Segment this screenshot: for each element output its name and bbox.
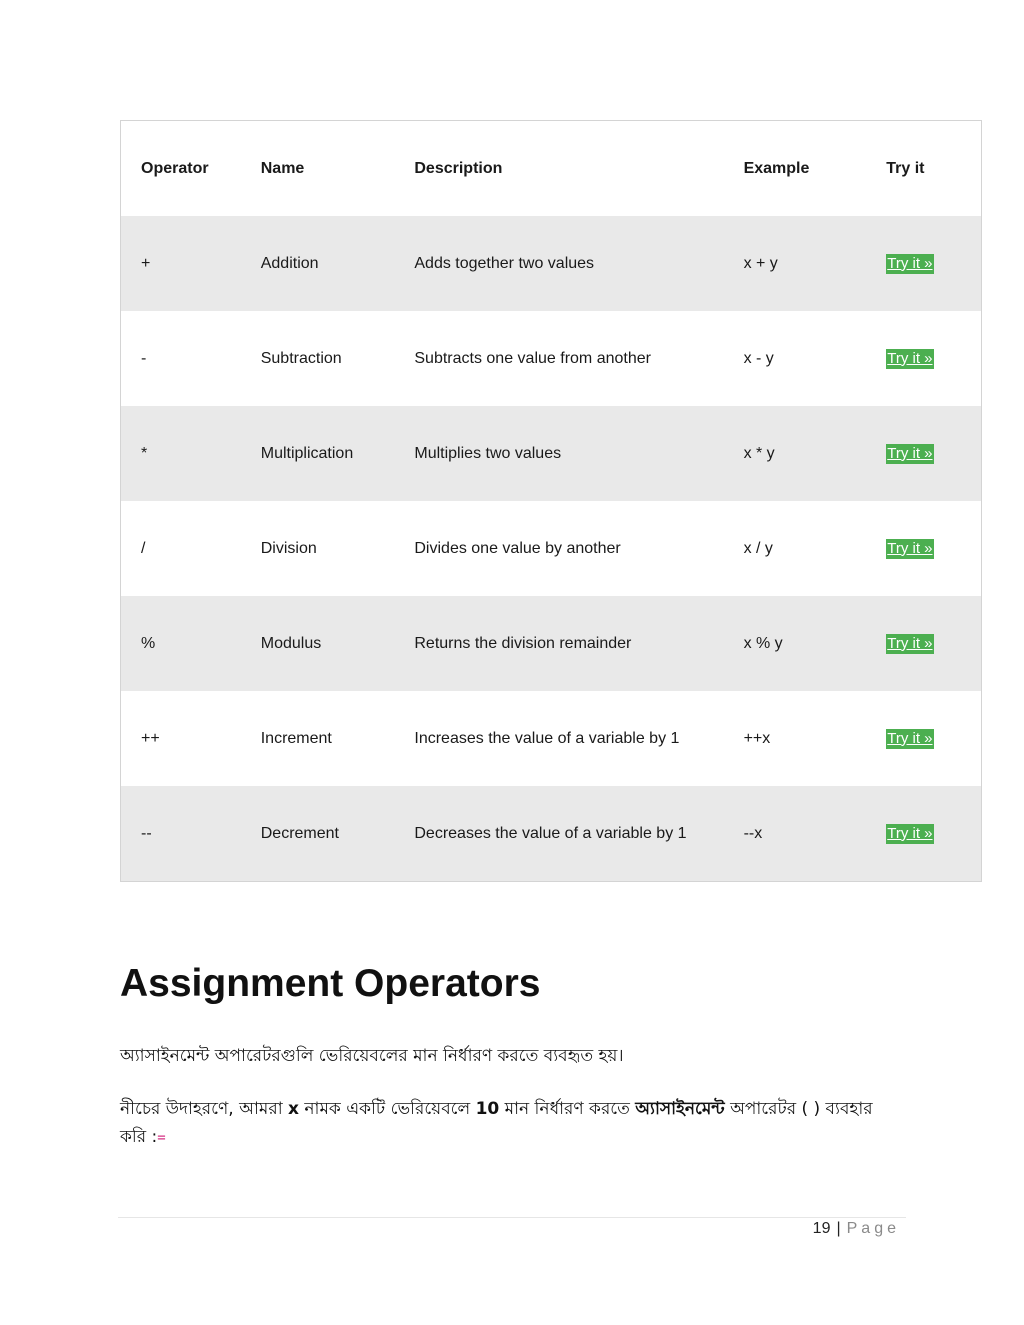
description-cell: Multiplies two values — [414, 444, 562, 462]
example-cell: ++x — [743, 729, 771, 747]
description-cell: Returns the division remainder — [414, 634, 632, 652]
try-it-link[interactable]: Try it » — [887, 729, 933, 747]
operators-table — [120, 120, 982, 882]
description-cell: Divides one value by another — [414, 539, 621, 557]
example-cell: x - y — [743, 349, 774, 367]
try-it-link[interactable]: Try it » — [887, 824, 933, 842]
header-name: Name — [260, 159, 305, 177]
name-cell: Decrement — [260, 824, 339, 842]
header-example: Example — [743, 159, 810, 177]
header-description: Description — [414, 159, 503, 177]
name-cell: Multiplication — [260, 444, 354, 462]
name-cell: Modulus — [260, 634, 322, 652]
try-it-cell — [866, 254, 981, 274]
example-paragraph — [120, 1095, 900, 1152]
operator-cell: -- — [141, 824, 152, 842]
table-row — [121, 501, 981, 596]
try-it-link[interactable]: Try it » — [887, 349, 933, 367]
description-cell: Increases the value of a variable by 1 — [414, 729, 680, 747]
try-it-link[interactable]: Try it » — [887, 634, 933, 652]
try-it-cell — [866, 824, 981, 844]
section-heading: Assignment Operators — [120, 962, 541, 1005]
footer-separator: | — [836, 1220, 841, 1237]
try-it-link[interactable]: Try it » — [887, 539, 933, 557]
intro-paragraph: অ্যাসাইনমেন্ট অপারেটরগুলি ভেরিয়েবলের মান নির্ধারণ করতে ব্যবহৃত হয়। — [120, 1046, 624, 1066]
try-it-cell — [866, 349, 981, 369]
page-label: Page — [846, 1220, 900, 1237]
example-cell: --x — [743, 824, 763, 842]
description-cell: Adds together two values — [414, 254, 595, 272]
operator-cell: % — [141, 634, 156, 652]
assigned-value: 10 — [475, 1099, 500, 1119]
try-it-cell — [866, 634, 981, 654]
name-cell: Increment — [260, 729, 332, 747]
operator-cell: * — [141, 444, 148, 462]
try-it-link[interactable]: Try it » — [887, 444, 933, 462]
try-it-link[interactable]: Try it » — [887, 254, 933, 272]
table-row — [121, 406, 981, 501]
example-cell: x % y — [743, 634, 783, 652]
name-cell: Division — [260, 539, 317, 557]
assignment-operator-code: = — [157, 1130, 166, 1146]
table-row — [121, 311, 981, 406]
para2-text-1: নীচের উদাহরণে, আমরা — [120, 1099, 289, 1119]
try-it-cell — [866, 729, 981, 749]
bold-term: অ্যাসাইনমেন্ট — [635, 1099, 725, 1119]
header-operator: Operator — [141, 159, 209, 177]
operator-cell: + — [141, 254, 151, 272]
example-cell: x + y — [743, 254, 778, 272]
name-cell: Addition — [260, 254, 319, 272]
example-cell: x / y — [743, 539, 773, 557]
description-cell: Subtracts one value from another — [414, 349, 651, 367]
table-header-row — [121, 121, 981, 216]
try-it-cell — [866, 539, 981, 559]
operator-cell: - — [141, 349, 147, 367]
para2-text-2: নামক একটি ভেরিয়েবলে — [299, 1099, 476, 1119]
header-try-it: Try it — [886, 159, 925, 177]
operator-cell: ++ — [141, 729, 160, 747]
para2-text-3: মান নির্ধারণ করতে — [499, 1099, 636, 1119]
table-row — [121, 691, 981, 786]
operator-cell: / — [141, 539, 146, 557]
example-cell: x * y — [743, 444, 775, 462]
name-cell: Subtraction — [260, 349, 342, 367]
page-footer — [813, 1220, 900, 1238]
para2-text-4: অপারেটর ( ) ব্যবহার করি : — [120, 1099, 873, 1147]
table-row — [121, 596, 981, 691]
description-cell: Decreases the value of a variable by 1 — [414, 824, 687, 842]
footer-divider — [118, 1217, 906, 1218]
page-number: 19 — [812, 1220, 831, 1237]
try-it-cell — [866, 444, 981, 464]
variable-name: x — [288, 1099, 299, 1119]
table-row — [121, 786, 981, 881]
table-row — [121, 216, 981, 311]
